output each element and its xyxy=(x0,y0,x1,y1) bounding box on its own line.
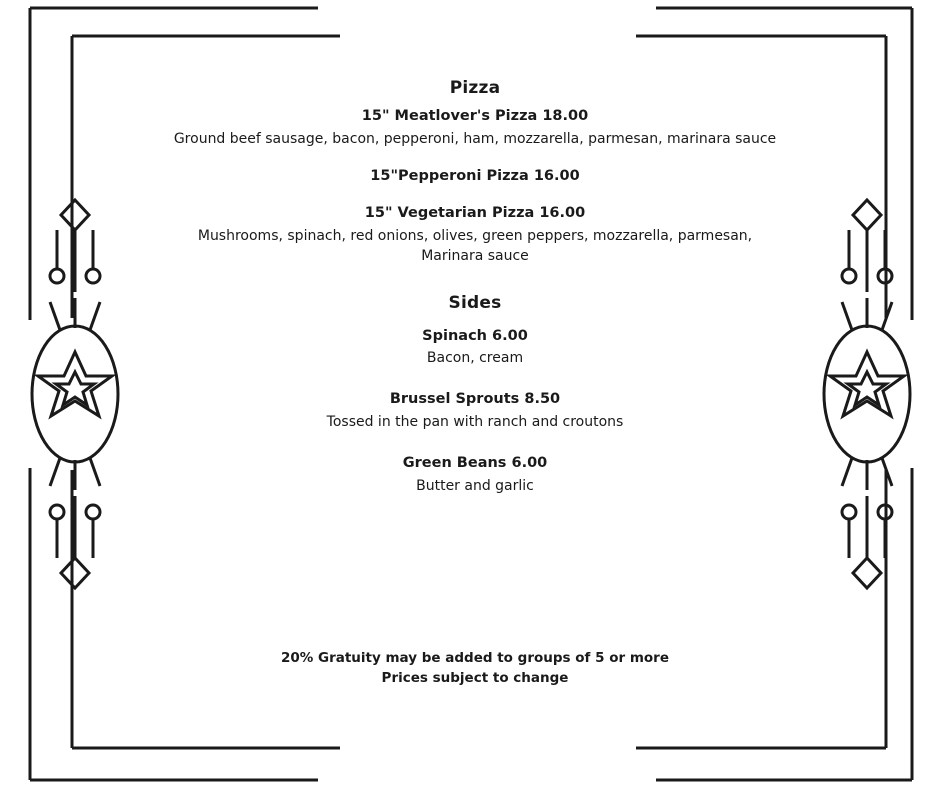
right-ray-lower-left xyxy=(842,458,852,486)
menu-item-description: Tossed in the pan with ranch and croutons xyxy=(326,414,624,430)
left-circle-upper-left xyxy=(50,269,64,283)
right-circle-upper-right xyxy=(878,269,892,283)
section-title-pizza: Pizza xyxy=(449,78,501,98)
right-circle-upper-left xyxy=(842,269,856,283)
left-ray-upper-right xyxy=(90,302,100,330)
menu-footer-note xyxy=(170,648,780,689)
menu-item-description: Bacon, cream xyxy=(426,350,524,367)
left-diamond-lower xyxy=(61,558,89,588)
left-medallion xyxy=(32,326,118,462)
menu-section-sides xyxy=(170,293,780,497)
menu-item-name: Brussel Sprouts 8.50 xyxy=(389,391,561,408)
right-ray-lower-right xyxy=(882,458,892,486)
menu-item-description: Ground beef sausage, bacon, pepperoni, ham, mozzarella, parmesan, marinara sauce xyxy=(173,130,777,147)
menu-content xyxy=(170,78,780,718)
menu-item xyxy=(170,204,780,266)
left-diamond-upper xyxy=(61,200,89,230)
menu-item-name: 15" Meatlover's Pizza 18.00 xyxy=(361,108,589,124)
left-ray-lower-right xyxy=(90,458,100,486)
right-star-small xyxy=(848,372,886,405)
left-ray-lower-left xyxy=(50,458,60,486)
menu-item-name: Spinach 6.00 xyxy=(422,327,528,344)
menu-section-pizza xyxy=(170,78,780,267)
right-diamond-upper xyxy=(853,200,881,230)
left-circle-lower-left xyxy=(50,505,64,519)
right-circle-lower-left xyxy=(842,505,856,519)
left-circle-upper-right xyxy=(86,269,100,283)
menu-item-name: 15" Vegetarian Pizza 16.00 xyxy=(364,205,586,222)
right-medallion xyxy=(824,326,910,462)
section-title-sides: Sides xyxy=(448,292,502,313)
right-ray-upper-right xyxy=(882,302,892,330)
price-change-note: Prices subject to change xyxy=(381,670,569,687)
left-star-small xyxy=(56,372,94,405)
menu-item-description: Mushrooms, spinach, red onions, olives, green peppers, mozzarella, parmesan, Marinara sauce xyxy=(197,227,753,265)
right-diamond-lower xyxy=(853,558,881,588)
menu-item-description: Butter and garlic xyxy=(416,477,534,494)
menu-item-name: Green Beans 6.00 xyxy=(402,455,548,472)
left-ray-upper-left xyxy=(50,302,60,330)
gratuity-note: 20% Gratuity may be added to groups of 5 or more xyxy=(280,650,669,666)
menu-item xyxy=(170,454,780,496)
menu-item xyxy=(170,327,780,369)
menu-item xyxy=(170,167,780,187)
menu-item xyxy=(170,107,780,149)
menu-item-name: 15"Pepperoni Pizza 16.00 xyxy=(370,167,580,184)
right-circle-lower-right xyxy=(878,505,892,519)
left-star-large xyxy=(38,352,112,416)
left-circle-lower-right xyxy=(86,505,100,519)
right-ray-upper-left xyxy=(842,302,852,330)
menu-item xyxy=(170,390,780,432)
right-star-large xyxy=(830,352,904,416)
